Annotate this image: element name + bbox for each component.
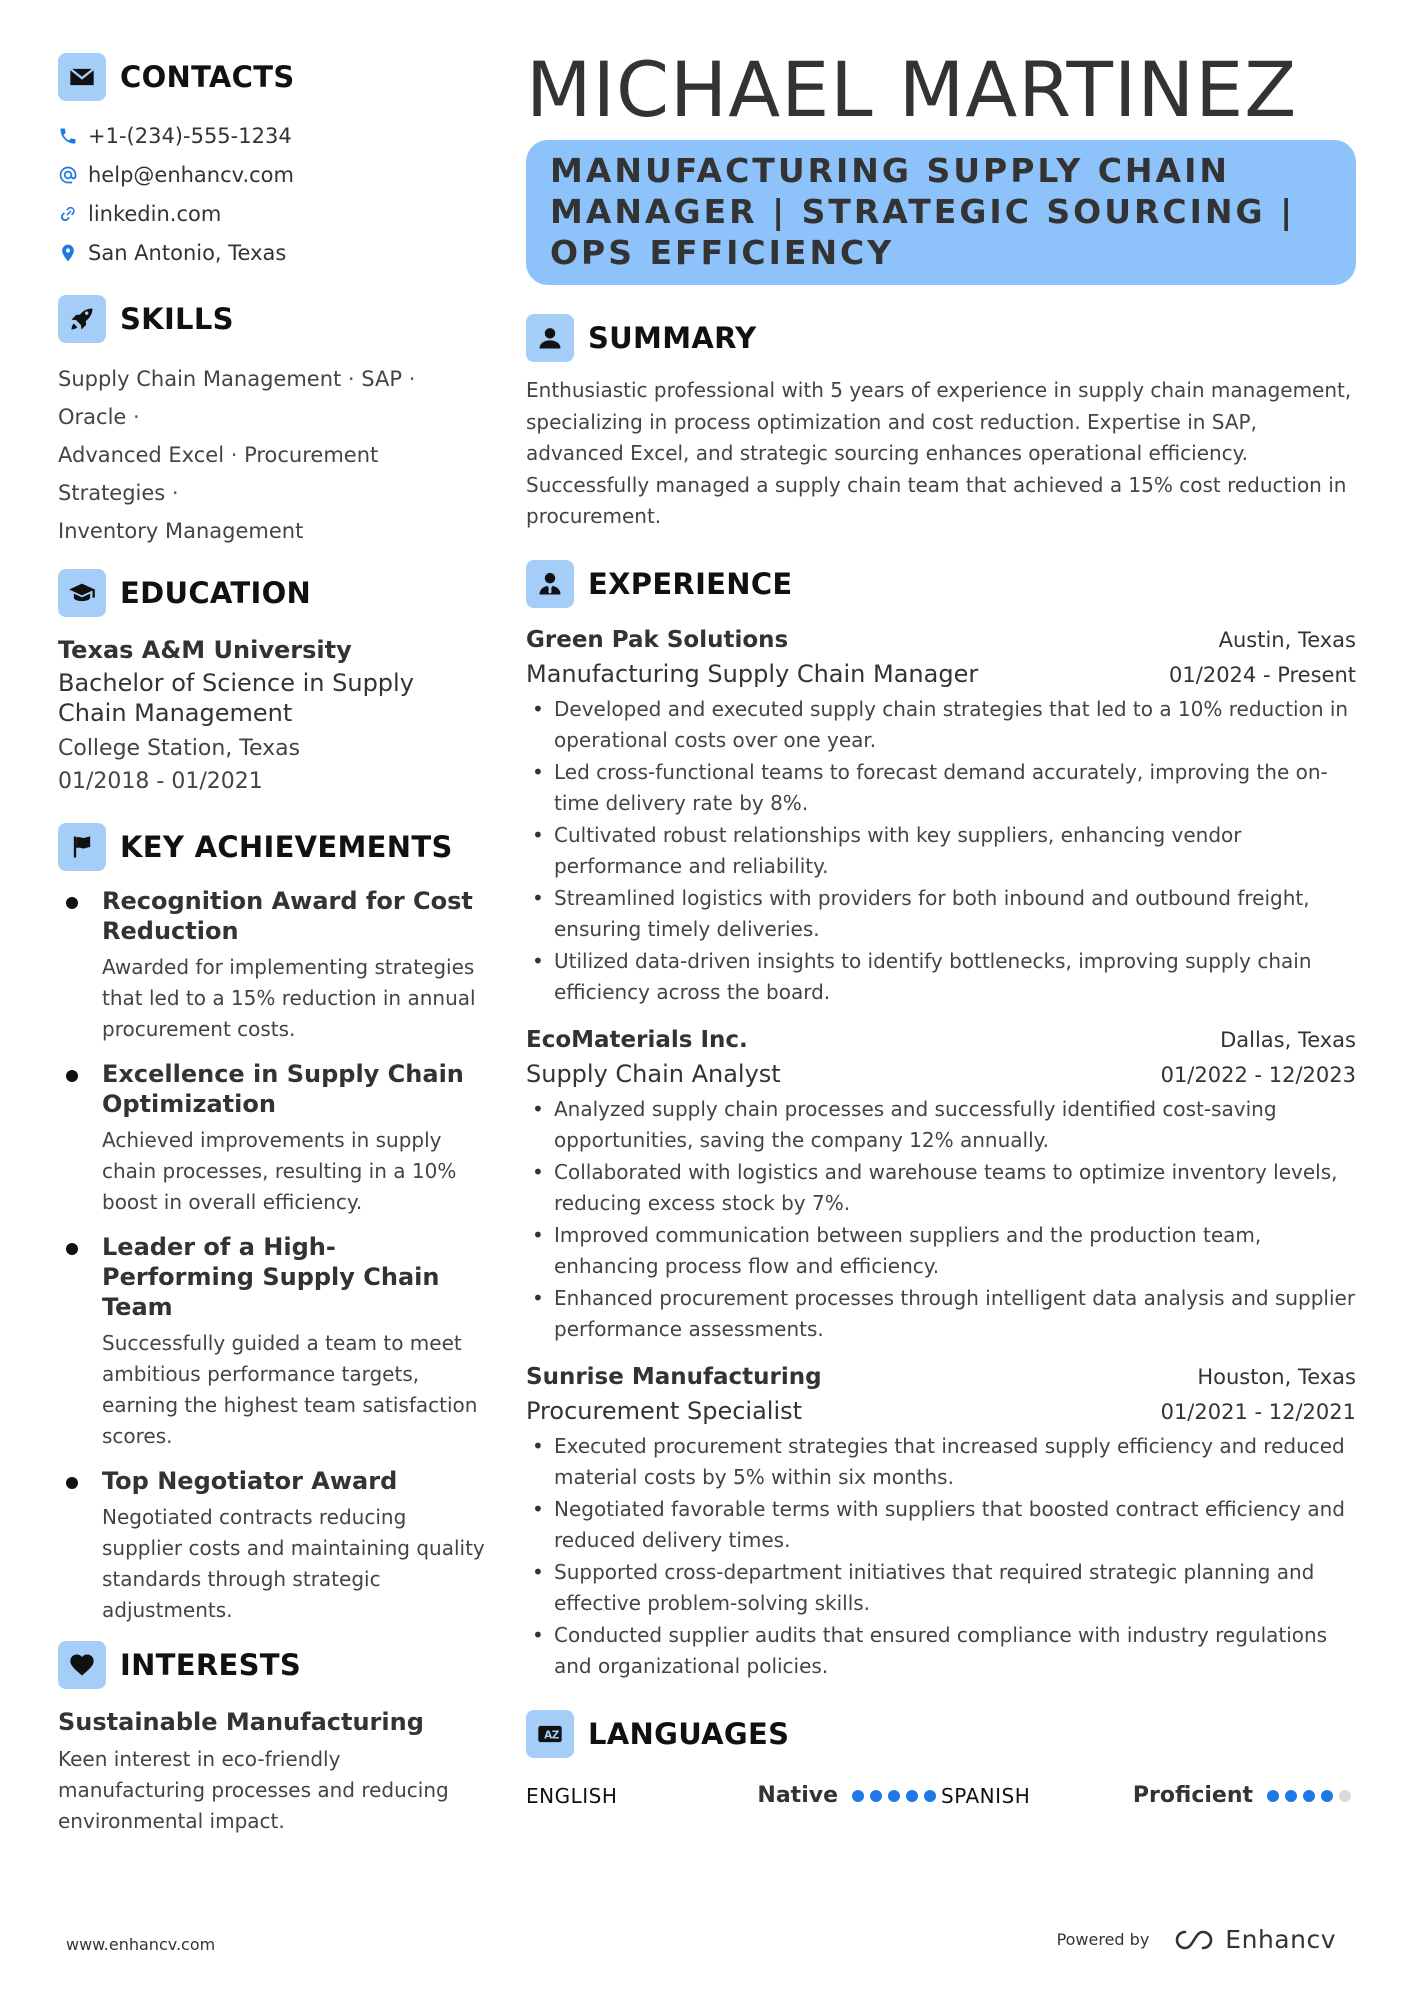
achievements-header [58, 822, 486, 872]
rating-dot-filled [1285, 1790, 1297, 1802]
education-dates: 01/2018 - 01/2021 [58, 769, 263, 794]
achievement-desc: Negotiated contracts reducing supplier costs and maintaining quality standards through strategic adjustments. [102, 1505, 485, 1622]
achievement-item [58, 1059, 486, 1218]
job-bullet: • Supported cross-department initiatives that required strategic planning and effective problem-solving skills. [526, 1557, 1356, 1620]
achievement-title: Excellence in Supply Chain Optimization [102, 1060, 464, 1118]
location-text: San Antonio, Texas [88, 240, 287, 265]
rating-dot-filled [852, 1790, 864, 1802]
bullet-icon [66, 897, 78, 909]
svg-text:Z: Z [551, 1729, 560, 1742]
rating-dot-filled [1303, 1790, 1315, 1802]
job-entry [526, 623, 1356, 1009]
user-icon [526, 314, 574, 362]
school-location: College Station, Texas [58, 736, 301, 761]
achievement-title: Recognition Award for Cost Reduction [102, 887, 473, 945]
rating-dot-filled [888, 1790, 900, 1802]
flag-icon [58, 823, 106, 871]
bullet-icon [66, 1477, 78, 1489]
section-title: CONTACTS [120, 60, 295, 94]
footer-branding [1057, 1925, 1336, 1954]
job-role: Manufacturing Supply Chain Manager [526, 659, 979, 688]
job-location: Dallas, Texas [1220, 1027, 1356, 1052]
section-title: KEY ACHIEVEMENTS [120, 830, 453, 864]
job-dates: 01/2021 - 12/2021 [1160, 1399, 1356, 1424]
section-title: LANGUAGES [588, 1716, 790, 1751]
languages-row [526, 1779, 1356, 1813]
summary-section [526, 313, 1356, 533]
job-dates: 01/2022 - 12/2023 [1160, 1062, 1356, 1087]
achievement-desc: Successfully guided a team to meet ambitious performance targets, earning the highest team satisfaction scores. [102, 1331, 478, 1448]
brand-logo[interactable] [1171, 1925, 1336, 1954]
skills-header [58, 294, 486, 344]
svg-text:A: A [544, 1729, 553, 1742]
education-header [58, 568, 486, 618]
language-item [941, 1783, 1356, 1808]
education-entry [58, 634, 486, 798]
job-bullet: • Improved communication between suppliers and the production team, enhancing process flow and efficiency. [526, 1220, 1356, 1283]
bullet-icon [66, 1243, 78, 1255]
job-bullet: • Executed procurement strategies that increased supply efficiency and reduced material costs by 5% within six months. [526, 1431, 1356, 1494]
job-bullet: • Cultivated robust relationships with key suppliers, enhancing vendor performance and reliability. [526, 820, 1356, 883]
rocket-icon [58, 295, 106, 343]
heart-icon [58, 1641, 106, 1689]
job-company: EcoMaterials Inc. [526, 1026, 748, 1053]
language-rating [852, 1790, 936, 1802]
job-bullet: • Analyzed supply chain processes and successfully identified cost-saving opportunities, saving the company 12% annually. [526, 1094, 1356, 1157]
job-location: Austin, Texas [1218, 627, 1356, 652]
language-level: Native [757, 1783, 838, 1808]
rating-dot-filled [1321, 1790, 1333, 1802]
phone-text: +1-(234)-555-1234 [88, 123, 292, 148]
job-bullets [526, 1094, 1356, 1346]
skill-item: Supply Chain Management [58, 367, 342, 391]
job-role: Supply Chain Analyst [526, 1059, 781, 1088]
skill-item: Oracle [58, 405, 127, 429]
rating-dot-filled [1267, 1790, 1279, 1802]
phone-icon [58, 126, 78, 146]
job-bullets [526, 1431, 1356, 1683]
job-bullet: • Conducted supplier audits that ensured compliance with industry regulations and organizational policies. [526, 1620, 1356, 1683]
skill-item: Procurement Strategies [58, 443, 379, 505]
experience-section [526, 559, 1356, 1683]
interest-desc: Keen interest in eco-friendly manufacturing processes and reducing environmental impact. [58, 1747, 449, 1833]
job-bullet: • Streamlined logistics with providers for both inbound and outbound freight, ensuring timely deliveries. [526, 883, 1356, 946]
school-name: Texas A&M University [58, 636, 352, 664]
skill-item: SAP [361, 367, 403, 391]
section-title: EDUCATION [120, 576, 312, 610]
achievement-item [58, 1232, 486, 1452]
interests-header [58, 1640, 486, 1690]
rating-dot-filled [870, 1790, 882, 1802]
contact-location [58, 233, 486, 272]
job-location: Houston, Texas [1197, 1364, 1356, 1389]
job-bullet: • Enhanced procurement processes through intelligent data analysis and supplier performance assessments. [526, 1283, 1356, 1346]
summary-header [526, 313, 1356, 363]
achievement-title: Top Negotiator Award [102, 1467, 398, 1495]
achievements-list [58, 886, 486, 1626]
footer-website[interactable]: www.enhancv.com [66, 1935, 216, 1954]
language-level: Proficient [1132, 1783, 1253, 1808]
contacts-list [58, 116, 486, 272]
right-column [526, 45, 1356, 1813]
degree: Bachelor of Science in Supply Chain Management [58, 669, 414, 727]
enhancv-logo-icon [1171, 1927, 1217, 1953]
experience-header [526, 559, 1356, 609]
achievement-title: Leader of a High-Performing Supply Chain Team [102, 1233, 440, 1321]
language-item [526, 1783, 941, 1808]
languages-section [526, 1709, 1356, 1813]
contact-linkedin[interactable] [58, 194, 486, 233]
translate-icon [526, 1710, 574, 1758]
contact-phone[interactable] [58, 116, 486, 155]
rating-dot-empty [1339, 1790, 1351, 1802]
summary-text: Enthusiastic professional with 5 years of experience in supply chain management, specializing in process optimization and cost reduction. Expertise in SAP, advanced Excel, and strategic sourcing enhances operational efficiency. Successfully managed a supply chain team that achieved a 15% cost reduction in procurement. [526, 378, 1352, 528]
skill-item: Inventory Management [58, 519, 304, 543]
language-rating [1267, 1790, 1351, 1802]
languages-header [526, 1709, 1356, 1759]
map-pin-icon [58, 243, 78, 263]
user-tie-icon [526, 560, 574, 608]
brand-name: Enhancv [1225, 1925, 1336, 1954]
section-title: INTERESTS [120, 1648, 302, 1682]
section-title: SKILLS [120, 302, 234, 336]
email-text: help@enhancv.com [88, 162, 294, 187]
job-entry [526, 1023, 1356, 1346]
achievement-desc: Awarded for implementing strategies that led to a 15% reduction in annual procurement costs. [102, 955, 476, 1041]
job-dates: 01/2024 - Present [1169, 662, 1356, 687]
rating-dot-filled [906, 1790, 918, 1802]
job-company: Sunrise Manufacturing [526, 1363, 822, 1390]
achievement-desc: Achieved improvements in supply chain processes, resulting in a 10% boost in overall efficiency. [102, 1128, 457, 1214]
language-name: SPANISH [941, 1783, 1031, 1808]
interest-title: Sustainable Manufacturing [58, 1708, 424, 1736]
job-bullet: • Developed and executed supply chain strategies that led to a 10% reduction in operational costs over one year. [526, 694, 1356, 757]
bullet-icon [66, 1070, 78, 1082]
job-bullet: • Utilized data-driven insights to identify bottlenecks, improving supply chain efficiency across the board. [526, 946, 1356, 1009]
linkedin-text: linkedin.com [88, 201, 222, 226]
achievement-item [58, 1466, 486, 1626]
section-title: SUMMARY [588, 321, 757, 355]
contact-email[interactable] [58, 155, 486, 194]
job-bullets [526, 694, 1356, 1009]
rating-dot-filled [924, 1790, 936, 1802]
job-role: Procurement Specialist [526, 1396, 803, 1425]
graduation-cap-icon [58, 569, 106, 617]
job-bullet: • Negotiated favorable terms with suppliers that boosted contract efficiency and reduced delivery times. [526, 1494, 1356, 1557]
skills-list: Supply Chain Management · SAP · Oracle · Advanced Excel · Procurement Strategies · Inventory Management [58, 367, 416, 543]
headline-banner: MANUFACTURING SUPPLY CHAIN MANAGER | STRATEGIC SOURCING | OPS EFFICIENCY [526, 140, 1356, 285]
skill-item: Advanced Excel [58, 443, 225, 467]
achievement-item [58, 886, 486, 1045]
language-name: ENGLISH [526, 1783, 618, 1808]
section-title: EXPERIENCE [588, 566, 793, 601]
job-bullet: • Collaborated with logistics and warehouse teams to optimize inventory levels, reducing excess stock by 7%. [526, 1157, 1356, 1220]
job-company: Green Pak Solutions [526, 626, 789, 653]
job-bullet: • Led cross-functional teams to forecast demand accurately, improving the on-time delivery rate by 8%. [526, 757, 1356, 820]
powered-by-text: Powered by [1056, 1930, 1150, 1949]
candidate-name: MICHAEL MARTINEZ [526, 45, 1298, 134]
job-entry [526, 1360, 1356, 1683]
left-column [58, 52, 486, 1837]
envelope-icon [58, 53, 106, 101]
at-sign-icon [58, 165, 78, 185]
link-icon [58, 204, 78, 224]
contacts-header [58, 52, 486, 102]
